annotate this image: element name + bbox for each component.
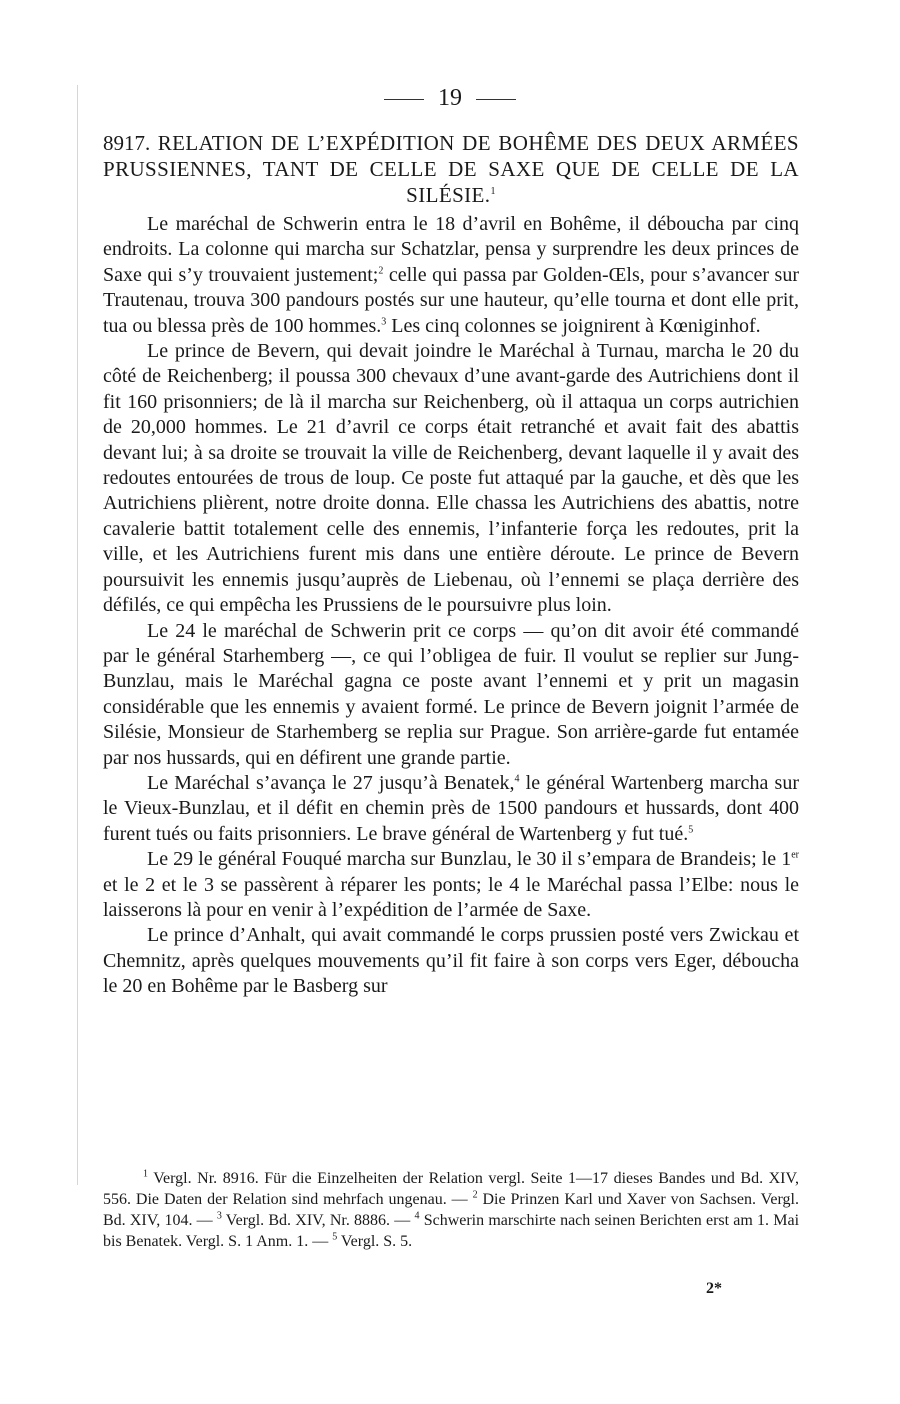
text-run: Schwerin marschirte nach seinen Berichten erst am 1. Mai bis Benatek. Vergl. S. 1 Anm. 1. — xyxy=(103,1212,800,1250)
footnote-marker: 3 xyxy=(381,315,387,327)
text-run: Le 24 le maréchal de Schwerin prit ce corps — qu’on dit avoir été commandé par le général Starhemberg —, ce qui l’obligea de fuir. Il voulut se replier sur Jung-Bunzlau, mais le Maréchal gagna ce poste avant l’ennemi et y prit un magasin considérable que les ennemis y avaient formé. Le prince de Bevern joignit l’armée de Silésie, Monsieur de Starhemberg se replia sur Prague. Son arrière-garde fut entamée par nos hussards, qui en défirent une grande partie. xyxy=(103,619,799,769)
text-run: et le 2 et le 3 se passèrent à réparer les ponts; le 4 le Maréchal passa l’Elbe: nous le laisserons là pour en venir à l’expédition de l’armée de Saxe. xyxy=(103,873,799,921)
footnotes xyxy=(103,1168,799,1252)
paragraph xyxy=(103,923,799,999)
paragraph xyxy=(103,212,799,339)
text-run: 1 xyxy=(781,848,792,871)
footnote-marker: 1 xyxy=(143,1168,148,1180)
text-run: Le prince d’Anhalt, qui avait commandé le corps prussien posté vers Zwickau et Chemnitz, après quelques mouvements qu’il fit faire à son corps vers Eger, déboucha le 20 en Bohême par le Basberg sur xyxy=(103,924,799,998)
footnote-marker: 5 xyxy=(332,1231,338,1243)
document-heading xyxy=(103,130,799,208)
text-run: Les cinq colonnes se joignirent à Kœniginhof. xyxy=(386,314,761,337)
footnote-marker: er xyxy=(791,849,799,861)
page-number: 19 xyxy=(438,85,462,111)
text-run: le général Wartenberg marcha sur le Vieux-Bunzlau, et il défit en chemin près de 1500 pandours et hussards, dont 400 furent tués ou faits prisonniers. Le brave général de Wartenberg y fut tué. xyxy=(103,771,799,845)
body-text xyxy=(103,212,799,1000)
document-number: 8917. xyxy=(103,131,151,155)
signature-mark: 2* xyxy=(706,1280,722,1297)
paragraph xyxy=(103,771,799,847)
page-number-dash-left xyxy=(384,99,424,100)
text-run: Die Prinzen Karl und Xaver von Sachsen. Vergl. Bd. XIV, 104. — xyxy=(103,1191,799,1229)
text-run: Le 29 le général Fouqué marcha sur Bunzlau, le 30 il s’empara de Brandeis; le xyxy=(147,848,782,871)
text-run: Le prince de Bevern, qui devait joindre le Maréchal à Turnau, marcha le 20 du côté de Reichenberg; il poussa 300 chevaux d’une avant-garde des Autrichiens dont il fit 160 prisonniers; de là il marcha sur Reichenberg, où il attaqua un corps autrichien de 20,000 hommes. Le 21 d’avril ce corps était retranché et avait fait des abattis devant lui; à sa droite se trouvait la ville de Reichenberg, devant laquelle il y avait des redoutes entourées de trous de loup. Ce poste fut attaqué par la gauche, et dès que les Autrichiens plièrent, notre droite donna. Elle chassa les Autrichiens des abattis, notre cavalerie battit totalement celle des ennemis, l’infanterie força les redoutes, prit la ville, et les Autrichiens furent mis dans une entière déroute. Le prince de Bevern poursuivit les ennemis jusqu’auprès de Liebenau, où l’ennemi se plaça derrière des défilés, ce qui empêcha les Prussiens de le poursuivre plus loin. xyxy=(103,340,799,617)
text-run: Le Maréchal s’avança le 27 jusqu’à Benatek, xyxy=(147,771,515,794)
footnote-marker: 1 xyxy=(490,186,496,197)
footnote-marker: 4 xyxy=(514,773,520,785)
footnote-marker: 2 xyxy=(378,265,384,277)
footnote-marker: 5 xyxy=(688,824,694,836)
heading-text: RELATION DE L’EXPÉDITION DE BOHÊME DES DEUX ARMÉES PRUSSIENNES, TANT DE CELLE DE SAXE QUE DE CELLE DE LA SILÉSIE. xyxy=(103,131,800,207)
text-run: Vergl. S. 5. xyxy=(337,1233,413,1250)
paragraph xyxy=(103,619,799,771)
text-run: Le maréchal de Schwerin entra le 18 d’avril en Bohême, il déboucha par cinq endroits. La colonne qui marcha sur Schatzlar, pensa y surprendre les deux princes de Saxe qui s’y trouvaient justement; xyxy=(103,213,799,286)
footnote-marker: 3 xyxy=(216,1210,222,1222)
page-number-line xyxy=(0,85,900,111)
footnote-marker: 2 xyxy=(472,1189,478,1201)
page-edge-rule xyxy=(77,85,78,1185)
text-run: celle qui passa par Golden-Œls, pour s’avancer sur Trautenau, trouva 300 pandours postés sur une hauteur, qu’elle tourna et dont elle prit, tua ou blessa près de 100 hommes. xyxy=(103,263,799,337)
footnote-block xyxy=(103,1168,799,1252)
paragraph xyxy=(103,847,799,923)
text-run: Vergl. Bd. XIV, Nr. 8886. — xyxy=(221,1212,415,1229)
text-run: Vergl. Nr. 8916. Für die Einzelheiten der Relation vergl. Seite 1—17 dieses Bandes und Bd. XIV, 556. Die Daten der Relation sind mehrfach ungenau. — xyxy=(103,1170,799,1208)
paragraph xyxy=(103,339,799,618)
page-number-dash-right xyxy=(476,99,516,100)
footnote-marker: 4 xyxy=(414,1210,420,1222)
